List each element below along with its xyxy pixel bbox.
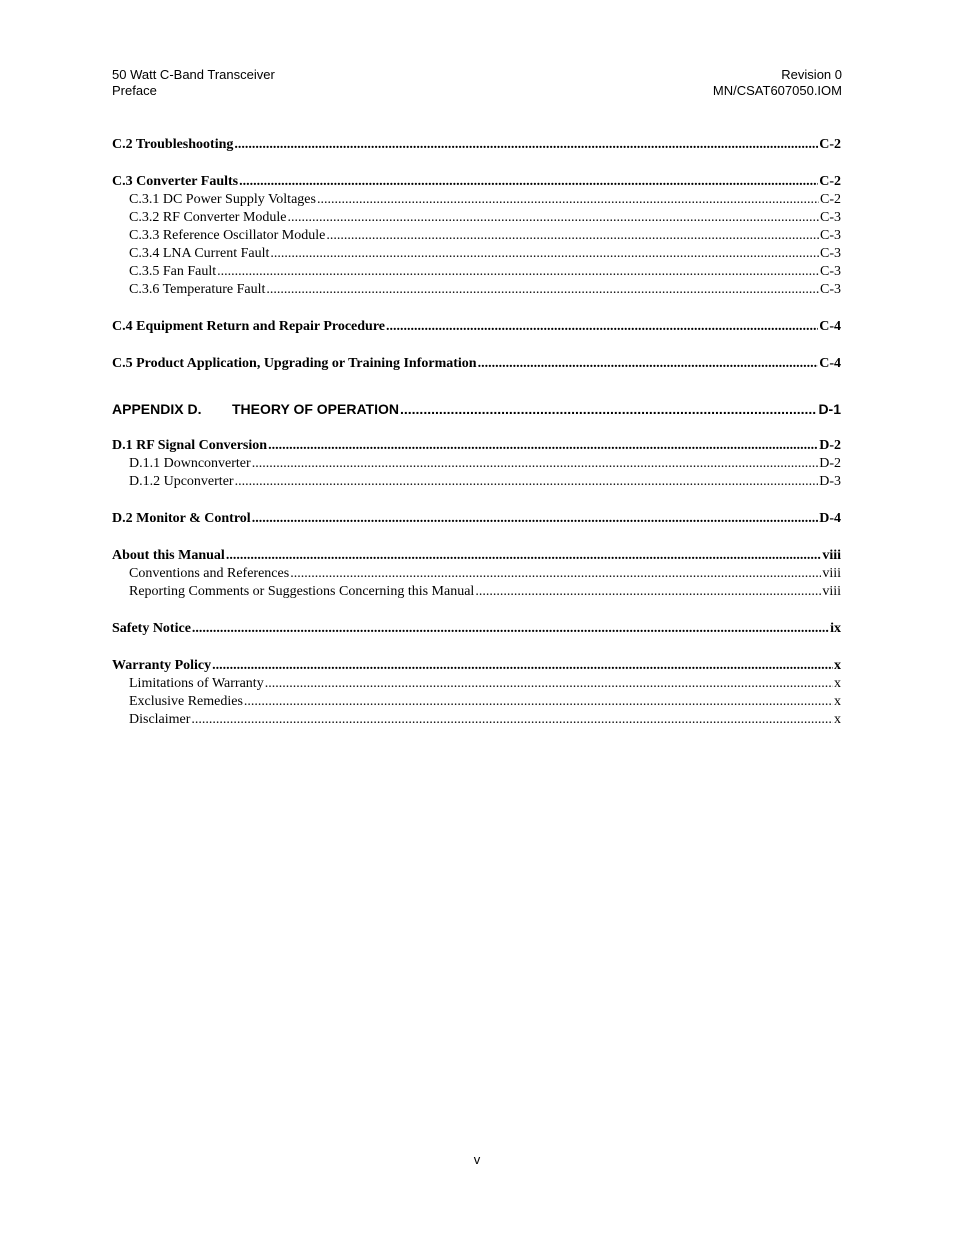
- section-name: Preface: [112, 83, 157, 98]
- toc-entry-page: C-2: [819, 137, 841, 152]
- header-left: [112, 67, 275, 99]
- dot-leader: [478, 355, 819, 373]
- toc-entry-page: x: [834, 712, 841, 727]
- toc-entry-conventions[interactable]: [112, 565, 841, 583]
- toc-entry-title: About this Manual: [112, 548, 225, 563]
- table-of-contents: [112, 136, 841, 729]
- dot-leader: [268, 437, 818, 455]
- toc-entry-title: Exclusive Remedies: [129, 694, 243, 709]
- toc-entry-title: C.3.1 DC Power Supply Voltages: [129, 192, 316, 207]
- toc-entry-c3[interactable]: [112, 173, 841, 191]
- toc-entry-c3-4[interactable]: [112, 245, 841, 263]
- toc-entry-page: C-3: [820, 228, 841, 243]
- dot-leader: [288, 209, 820, 227]
- dot-leader: [290, 565, 821, 583]
- toc-entry-page: C-4: [819, 319, 841, 334]
- dot-leader: [265, 675, 833, 693]
- toc-entry-title: C.2 Troubleshooting: [112, 137, 234, 152]
- toc-entry-limitations[interactable]: [112, 675, 841, 693]
- toc-entry-page: x: [834, 658, 841, 673]
- revision-label: Revision 0: [781, 67, 842, 82]
- dot-leader: [386, 318, 818, 336]
- toc-entry-c2[interactable]: [112, 136, 841, 154]
- dot-leader: [234, 136, 818, 154]
- dot-leader: [326, 227, 819, 245]
- toc-entry-d1[interactable]: [112, 437, 841, 455]
- toc-entry-page: C-3: [820, 246, 841, 261]
- toc-entry-c4[interactable]: [112, 318, 841, 336]
- toc-entry-remedies[interactable]: [112, 693, 841, 711]
- toc-entry-title: D.1.2 Upconverter: [129, 474, 234, 489]
- toc-entry-c3-6[interactable]: [112, 281, 841, 299]
- toc-entry-title: C.3.3 Reference Oscillator Module: [129, 228, 326, 243]
- toc-entry-page: C-2: [820, 192, 841, 207]
- dot-leader: [235, 473, 819, 491]
- dot-leader: [400, 400, 817, 418]
- toc-entry-page: D-2: [819, 456, 841, 471]
- toc-entry-title: C.4 Equipment Return and Repair Procedure: [112, 319, 386, 334]
- toc-entry-title: C.3.2 RF Converter Module: [129, 210, 287, 225]
- toc-entry-page: x: [834, 676, 841, 691]
- toc-entry-page: x: [834, 694, 841, 709]
- toc-entry-c3-2[interactable]: [112, 209, 841, 227]
- toc-entry-page: C-3: [820, 264, 841, 279]
- toc-entry-title: C.3.6 Temperature Fault: [129, 282, 266, 297]
- document-number: MN/CSAT607050.IOM: [712, 83, 842, 98]
- toc-entry-safety[interactable]: [112, 620, 841, 638]
- dot-leader: [317, 191, 819, 209]
- toc-entry-page: ix: [830, 621, 841, 636]
- toc-entry-title: D.2 Monitor & Control: [112, 511, 251, 526]
- dot-leader: [244, 693, 833, 711]
- toc-entry-title: Warranty Policy: [112, 658, 212, 673]
- toc-entry-title: C.3.4 LNA Current Fault: [129, 246, 270, 261]
- toc-entry-page: D-3: [819, 474, 841, 489]
- toc-entry-page: viii: [822, 548, 841, 563]
- toc-appendix-heading: [112, 400, 399, 418]
- dot-leader: [226, 547, 822, 565]
- toc-entry-title: C.3 Converter Faults: [112, 174, 239, 189]
- dot-leader: [252, 455, 819, 473]
- toc-entry-title: C.5 Product Application, Upgrading or Training Information: [112, 356, 477, 371]
- toc-entry-page: C-2: [819, 174, 841, 189]
- toc-entry-c3-1[interactable]: [112, 191, 841, 209]
- dot-leader: [475, 583, 821, 601]
- dot-leader: [191, 711, 833, 729]
- toc-entry-title: C.3.5 Fan Fault: [129, 264, 217, 279]
- toc-entry-page: viii: [822, 566, 841, 581]
- dot-leader: [239, 173, 818, 191]
- toc-entry-c3-3[interactable]: [112, 227, 841, 245]
- document-title: 50 Watt C-Band Transceiver: [112, 67, 275, 82]
- toc-entry-title: D.1 RF Signal Conversion: [112, 438, 268, 453]
- toc-entry-page: C-3: [820, 210, 841, 225]
- toc-entry-disclaimer[interactable]: [112, 711, 841, 729]
- toc-entry-page: C-3: [820, 282, 841, 297]
- toc-entry-title: Safety Notice: [112, 621, 191, 636]
- toc-entry-page: D-4: [819, 511, 841, 526]
- toc-entry-page: D-2: [819, 438, 841, 453]
- toc-entry-d1-2[interactable]: [112, 473, 841, 491]
- dot-leader: [252, 510, 819, 528]
- dot-leader: [212, 657, 833, 675]
- dot-leader: [192, 620, 829, 638]
- toc-entry-c5[interactable]: [112, 355, 841, 373]
- dot-leader: [270, 245, 819, 263]
- toc-entry-reporting[interactable]: [112, 583, 841, 601]
- toc-entry-d1-1[interactable]: [112, 455, 841, 473]
- toc-entry-title: Disclaimer: [129, 712, 191, 727]
- appendix-label: APPENDIX D.: [112, 401, 202, 417]
- toc-entry-page: D-1: [818, 401, 841, 417]
- toc-entry-warranty[interactable]: [112, 657, 841, 675]
- page-number: v: [473, 1152, 481, 1167]
- toc-entry-page: C-4: [819, 356, 841, 371]
- toc-entry-title: Conventions and References: [129, 566, 290, 581]
- dot-leader: [217, 263, 819, 281]
- toc-entry-page: viii: [822, 584, 841, 599]
- toc-entry-appendix-d[interactable]: [112, 400, 841, 418]
- toc-entry-d2[interactable]: [112, 510, 841, 528]
- toc-entry-title: D.1.1 Downconverter: [129, 456, 251, 471]
- toc-entry-title: Limitations of Warranty: [129, 676, 264, 691]
- toc-entry-title: Reporting Comments or Suggestions Concerning this Manual: [129, 584, 475, 599]
- header-right: [713, 67, 842, 99]
- toc-entry-c3-5[interactable]: [112, 263, 841, 281]
- dot-leader: [266, 281, 819, 299]
- toc-entry-about[interactable]: [112, 547, 841, 565]
- appendix-title: THEORY OF OPERATION: [232, 401, 399, 417]
